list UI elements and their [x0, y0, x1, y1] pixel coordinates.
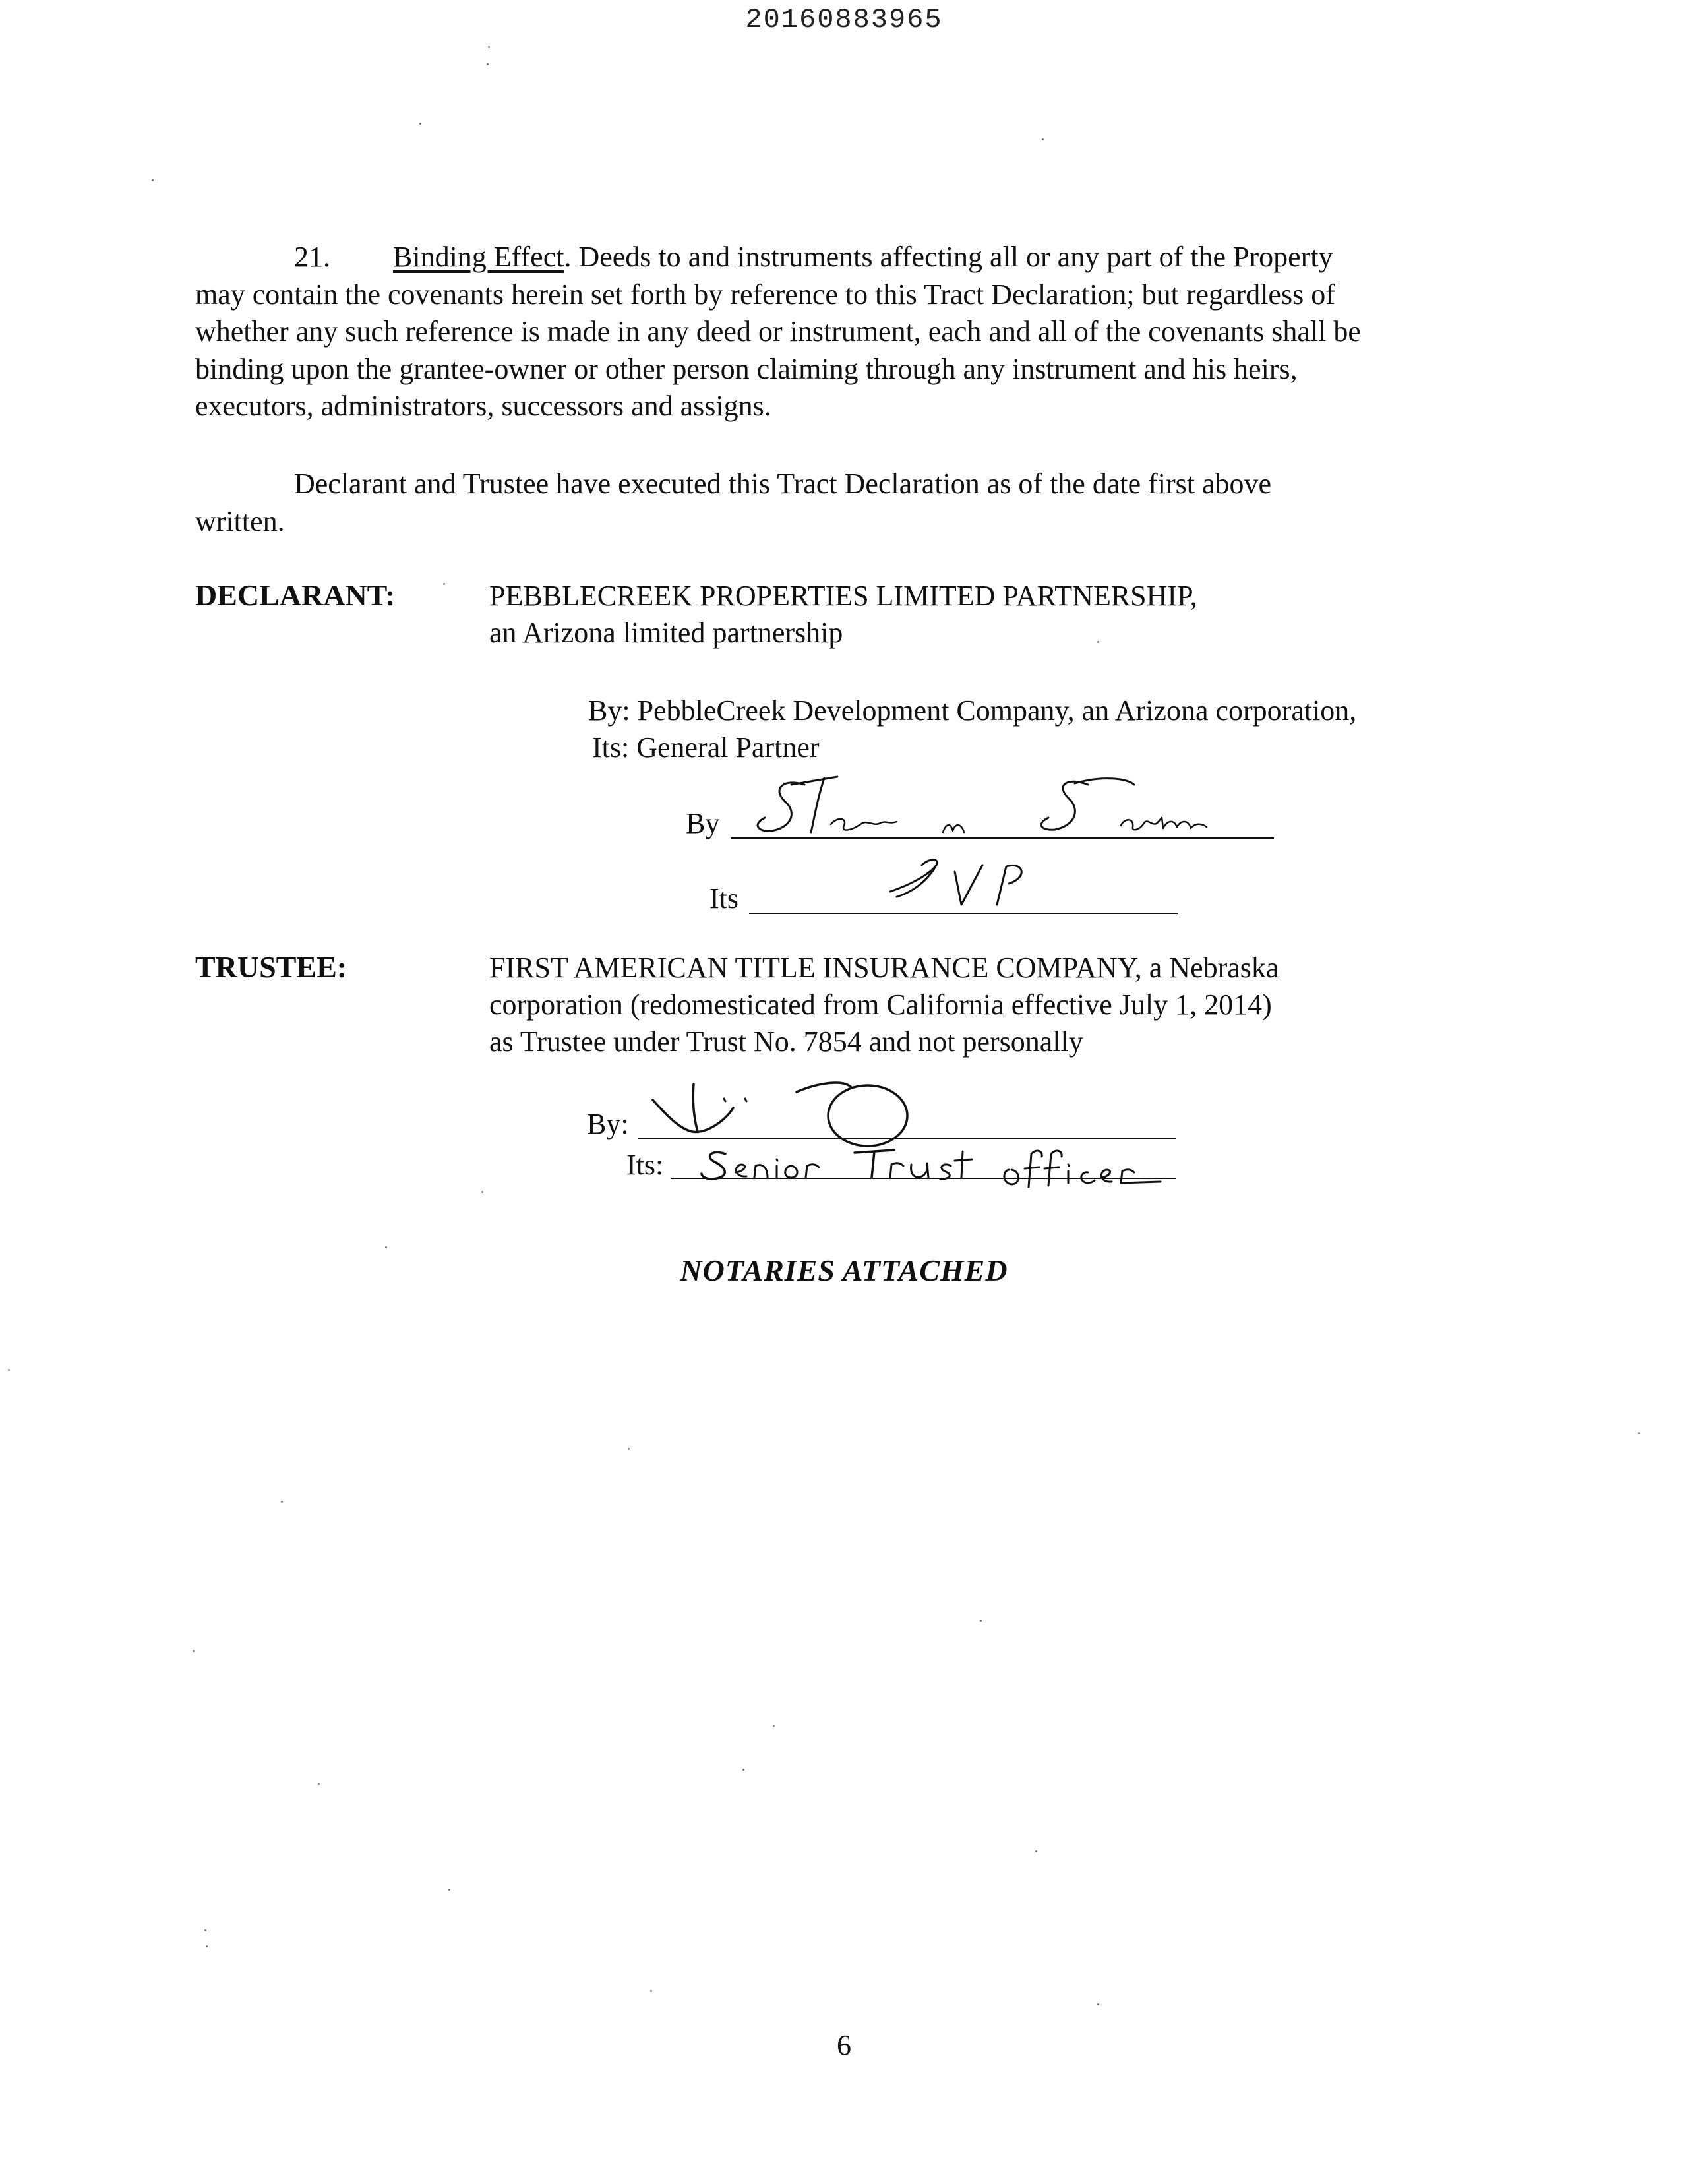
declarant-entity — [489, 578, 1197, 652]
declarant-name: PEBBLECREEK PROPERTIES LIMITED PARTNERSHIP, — [489, 580, 1197, 612]
scan-speck — [443, 583, 445, 585]
trustee-label: TRUSTEE: — [195, 950, 347, 984]
trustee-line-3: as Trustee under Trust No. 7854 and not personally — [489, 1025, 1083, 1058]
declarant-by-entity: By: PebbleCreek Development Company, an Arizona corporation, — [588, 694, 1357, 727]
scan-speck — [204, 1929, 206, 1931]
execution-line-1: Declarant and Trustee have executed this Tract Declaration as of the date first above — [294, 468, 1272, 500]
scan-speck — [487, 63, 489, 65]
declarant-label: DECLARANT: — [195, 578, 396, 612]
scan-speck — [448, 1889, 450, 1891]
scan-speck — [1638, 1432, 1640, 1434]
trustee-by-label: By: — [587, 1108, 629, 1140]
execution-paragraph — [195, 466, 1477, 540]
notaries-attached-heading: NOTARIES ATTACHED — [680, 1254, 1008, 1287]
page-number: 6 — [837, 2029, 851, 2061]
declarant-its-label: Its — [709, 882, 738, 915]
recording-number: 20160883965 — [745, 4, 943, 36]
trustee-line-2: corporation (redomesticated from California effective July 1, 2014) — [489, 988, 1272, 1021]
declarant-by-label: By — [686, 807, 720, 839]
scan-speck — [488, 46, 490, 48]
scan-speck — [152, 179, 154, 181]
trustee-entity — [489, 950, 1279, 1060]
trustee-its-label: Its: — [626, 1149, 664, 1181]
scan-speck — [206, 1945, 208, 1947]
scan-speck — [419, 123, 421, 125]
declarant-description: an Arizona limited partnership — [489, 617, 843, 649]
scan-speck — [650, 1990, 652, 1992]
scan-speck — [1035, 1850, 1037, 1852]
section-21-line-2: may contain the covenants herein set forth by reference to this Tract Declaration; but regardless of — [195, 278, 1335, 311]
section-21-paragraph — [195, 239, 1477, 425]
scan-speck — [1042, 138, 1044, 140]
section-21-text-1: Deeds to and instruments affecting all or any part of the Property — [578, 241, 1333, 273]
declarant-signature-image — [745, 772, 1246, 844]
scan-speck — [1097, 2003, 1099, 2005]
declarant-general-partner — [588, 692, 1356, 766]
trustee-line-1: FIRST AMERICAN TITLE INSURANCE COMPANY, a Nebraska — [489, 952, 1279, 984]
scan-speck — [385, 1246, 387, 1248]
scan-speck — [481, 1191, 483, 1193]
section-21-line-4: binding upon the grantee-owner or other person claiming through any instrument and his heirs, — [195, 352, 1298, 385]
trustee-title-image — [699, 1134, 1174, 1194]
scan-speck — [980, 1620, 982, 1622]
scan-speck — [773, 1725, 775, 1727]
scan-speck — [742, 1769, 744, 1771]
section-21-line-1: 21. Binding Effect. Deeds to and instruments affecting all or any part of the Property — [195, 239, 1477, 276]
declarant-title-image — [851, 851, 1062, 917]
scan-speck — [318, 1783, 320, 1785]
section-heading: Binding Effect — [393, 241, 564, 273]
scan-speck — [281, 1501, 283, 1503]
declarant-its-role: Its: General Partner — [592, 731, 820, 764]
scan-speck — [1097, 641, 1099, 643]
scan-speck — [8, 1369, 10, 1371]
execution-line-2: written. — [195, 504, 285, 537]
section-21-line-3: whether any such reference is made in any deed or instrument, each and all of the covenants shall be — [195, 315, 1361, 348]
scan-speck — [193, 1650, 195, 1652]
scan-speck — [628, 1448, 630, 1450]
section-number: 21. — [294, 241, 330, 273]
section-21-line-5: executors, administrators, successors and assigns. — [195, 390, 771, 422]
